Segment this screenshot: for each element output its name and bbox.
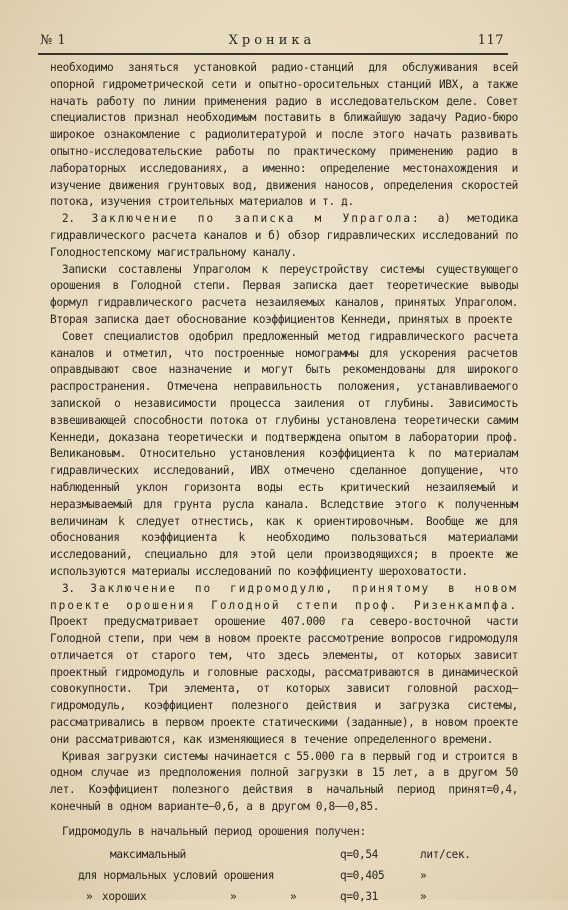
issue-number: № 1	[40, 33, 67, 48]
item-heading: Заключение по записка м Упраголa:	[91, 212, 421, 226]
row-label: хороших	[102, 889, 147, 903]
item-number: 3.	[62, 581, 75, 595]
item-number: 2.	[62, 212, 75, 226]
row-value: q=0,54	[340, 847, 378, 861]
paragraph	[50, 581, 518, 749]
body-text	[50, 60, 518, 910]
row-label: для нормальных условий орошения	[78, 868, 275, 882]
ditto-mark: »	[230, 889, 237, 903]
paragraph	[50, 211, 518, 261]
ditto-mark: »	[86, 889, 93, 903]
row-value: q=0,405	[340, 868, 385, 882]
paragraph: необходимо заняться установкой радио-станций для обслуживания всей опорной гидрометрической сети и опытно-оросительных станций ИВХ, а также начать работу по линии применения радио в исследовательском деле. Совет специалистов признал необходимым поставить в ближайшую задачу Радио-бюро широкое ознакомление с радиолитературой и после этого начать развивать опытно-исследовательские работы по практическому применению радио в лабораторных исследованиях, а именно: определение местонахождения и изучение движения грунтовых вод, движения наносов, определения скоростей потока, изучения строительных материалов и т. д.	[50, 61, 518, 209]
row-label: максимальный	[110, 847, 186, 861]
header-rule	[38, 53, 508, 55]
table-row	[50, 847, 518, 868]
paragraph: Записки составлены Упраголом к переустройству системы существующего орошения в Голодной степи. Первая записка дает теоретические выводы формул гидравлического расчета незаиляемых каналов, принятых Упраголом. Вторая записка дает обоснование коэффициентов Кеннеди, принятых в проекте	[50, 262, 518, 326]
table-row	[50, 889, 518, 910]
item-text: Проект предусматривает орошение 407.000 га северо-восточной части Голодной степи, при чем в новом проекте рассмотрение вопросов гидромодуля отличается от старого тем, что здесь элементы, от которых зависит проектный гидромодуль и головные расходы, рассматриваются в динамической совокупности. Три элемента, от которых зависит головной расход—гидромодуль, коэффициент полезного действия и загрузка системы, рассматривались в первом проекте статическими (заданные), в новом проекте они рассматриваются, как изменяющиеся в течение определенного времени.	[50, 615, 518, 746]
page-number: 117	[477, 33, 504, 48]
row-unit: »	[420, 889, 427, 903]
row-unit: »	[420, 868, 427, 882]
hydromodule-table	[50, 824, 518, 910]
ditto-mark: »	[290, 889, 297, 903]
page-header	[40, 33, 504, 51]
item-text: а) методика гидравлического расчета каналов и б) обзор гидравлических исследований по Голодностепскому магистральному каналу.	[50, 212, 518, 259]
item-heading: Заключение по гидромодулю, принятому в новом проекте орошения Голодной степи проф. Ризенкампфа.	[50, 581, 518, 612]
section-title: Хроника	[228, 33, 316, 48]
table-row	[50, 868, 518, 889]
row-unit: лит/сек.	[420, 847, 471, 861]
table-intro: Гидромодуль в начальный период орошения получен:	[62, 824, 366, 838]
paragraph: Совет специалистов одобрил предложенный метод гидравлического расчета каналов и отметил, что построенные номограммы для ускорения расчетов оправдывают свое назначение и могут быть рекомендованы для широкого распространения. Отмечена неправильность положения, устанавливаемого запиской о независимости процесса заиления от глубины. Зависимость взвешивающей способности потока от глубины установлена теоретически самим Кеннеди, доказана теоретически и подтверждена опытом в лаборатории проф. Великановым. Относительно установления коэффициента k по материалам гидравлических исследований, ИВХ отмечено сделанное допущение, что наблюденный уклон горизонта воды есть критический незаиляемый и неразмываемый для грунта русла канала. Вследствие этого к полученным величинам k следует отнестись, как к ориентировочным. Вообще же для обоснования коэффициента k необходимо пользоваться материалами исследований, специально для этой цели производящихся; в проекте же используются материалы исследований по коэффициенту шероховатости.	[50, 329, 518, 578]
paragraph: Кривая загрузки системы начинается с 55.000 га в первый год и строится в одном случае из предположения полной загрузки в 15 лет, а в другом 50 лет. Коэффициент полезного действия в начальный период принят=0,4, конечный в одном варианте—0,6, а в другом 0,8——0,85.	[50, 749, 518, 814]
row-value: q=0,31	[340, 889, 378, 903]
